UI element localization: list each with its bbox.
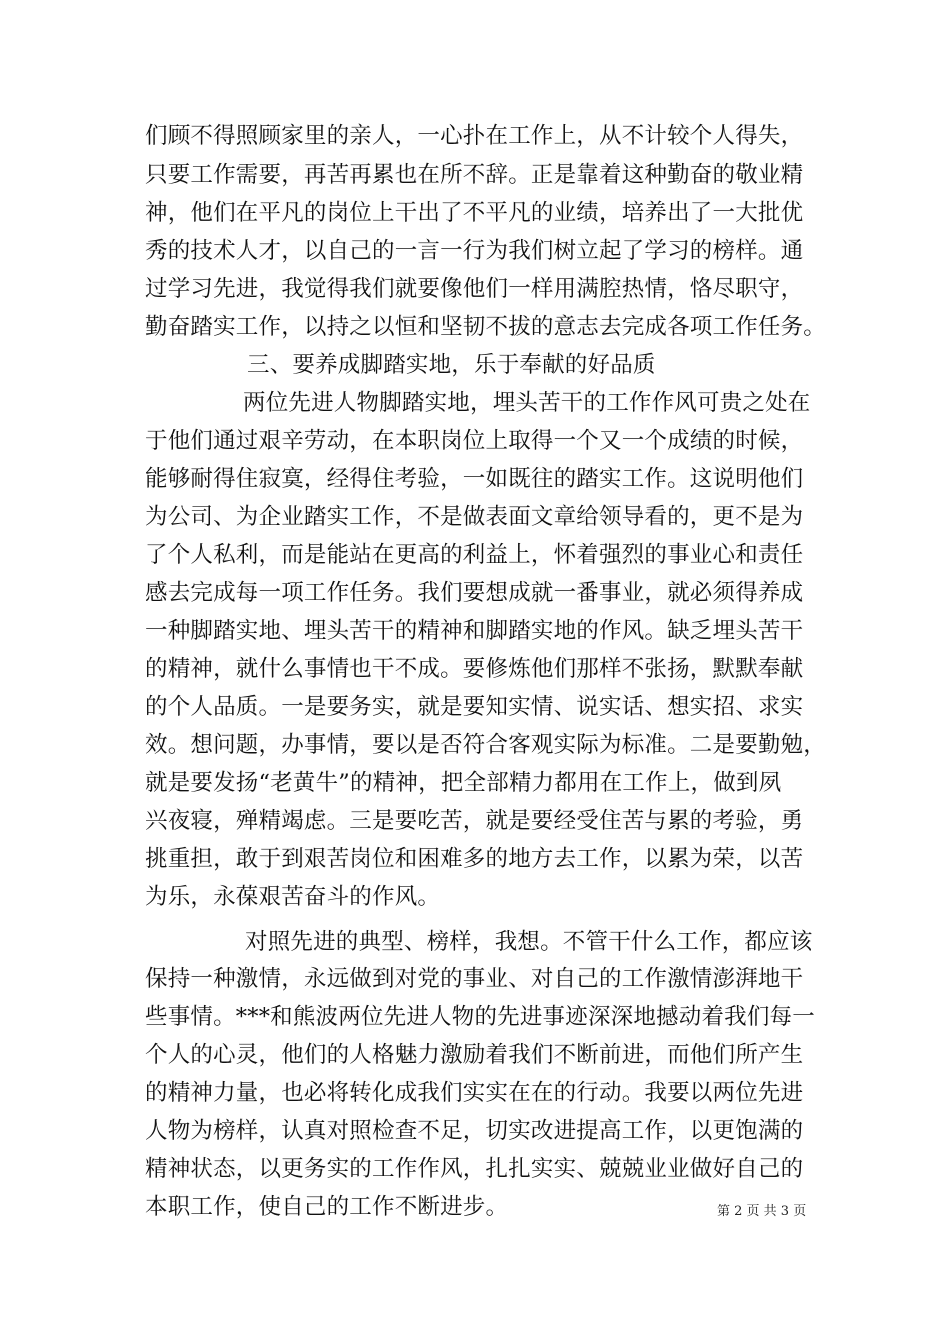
body-text-line: 精神状态，以更务实的工作作风，扎扎实实、兢兢业业做好自己的 [145, 1156, 804, 1182]
body-text-line: 能够耐得住寂寞，经得住考验，一如既往的踏实工作。这说明他们 [145, 466, 804, 492]
body-text-line: 为公司、为企业踏实工作，不是做表面文章给领导看的，更不是为 [145, 504, 804, 530]
body-text-line: 神，他们在平凡的岗位上干出了不平凡的业绩，培养出了一大批优 [145, 200, 804, 226]
body-text-line: 只要工作需要，再苦再累也在所不辞。正是靠着这种勤奋的敬业精 [145, 162, 804, 188]
body-text-line: 过学习先进，我觉得我们就要像他们一样用满腔热情，恪尽职守， [145, 276, 804, 302]
body-text-line: 的精神，就什么事情也干不成。要修炼他们那样不张扬，默默奉献 [145, 656, 804, 682]
paragraph-first-line: 两位先进人物脚踏实地，埋头苦干的工作作风可贵之处在 [243, 390, 811, 416]
body-text-line: 为乐，永葆艰苦奋斗的作风。 [145, 884, 441, 910]
body-text-line: 勤奋踏实工作，以持之以恒和坚韧不拔的意志去完成各项工作任务。 [145, 314, 827, 340]
body-text-line: 挑重担，敢于到艰苦岗位和困难多的地方去工作，以累为荣，以苦 [145, 846, 804, 872]
body-text-line: 个人的心灵，他们的人格魅力激励着我们不断前进，而他们所产生 [145, 1042, 804, 1068]
body-text-line: 些事情。***和熊波两位先进人物的先进事迹深深地撼动着我们每一 [145, 1004, 815, 1030]
body-text-line: 人物为榜样，认真对照检查不足，切实改进提高工作，以更饱满的 [145, 1118, 804, 1144]
body-text-line: 感去完成每一项工作任务。我们要想成就一番事业，就必须得养成 [145, 580, 804, 606]
body-text-line: 了个人私利，而是能站在更高的利益上，怀着强烈的事业心和责任 [145, 542, 804, 568]
body-text-line: 的个人品质。一是要务实，就是要知实情、说实话、想实招、求实 [145, 694, 804, 720]
body-text-line: 兴夜寝，殚精竭虑。三是要吃苦，就是要经受住苦与累的考验，勇 [145, 808, 804, 834]
section-heading: 三、要养成脚踏实地，乐于奉献的好品质 [247, 352, 656, 378]
page-number-footer: 第 2 页 共 3 页 [717, 1204, 807, 1219]
body-text-line: 就是要发扬“老黄牛”的精神，把全部精力都用在工作上，做到夙 [145, 770, 782, 796]
body-text-line: 效。想问题，办事情，要以是否符合客观实际为标准。二是要勤勉， [145, 732, 827, 758]
body-text-line: 本职工作，使自己的工作不断进步。 [145, 1194, 509, 1220]
body-text-line: 秀的技术人才，以自己的一言一行为我们树立起了学习的榜样。通 [145, 238, 804, 264]
body-text-line: 一种脚踏实地、埋头苦干的精神和脚踏实地的作风。缺乏埋头苦干 [145, 618, 804, 644]
body-text-line: 的精神力量，也必将转化成我们实实在在的行动。我要以两位先进 [145, 1080, 804, 1106]
body-text-line: 于他们通过艰辛劳动，在本职岗位上取得一个又一个成绩的时候， [145, 428, 804, 454]
paragraph-first-line: 对照先进的典型、榜样，我想。不管干什么工作，都应该 [245, 929, 813, 955]
body-text-line: 们顾不得照顾家里的亲人，一心扑在工作上，从不计较个人得失， [145, 123, 804, 149]
body-text-line: 保持一种激情，永远做到对党的事业、对自己的工作激情澎湃地干 [145, 966, 804, 992]
